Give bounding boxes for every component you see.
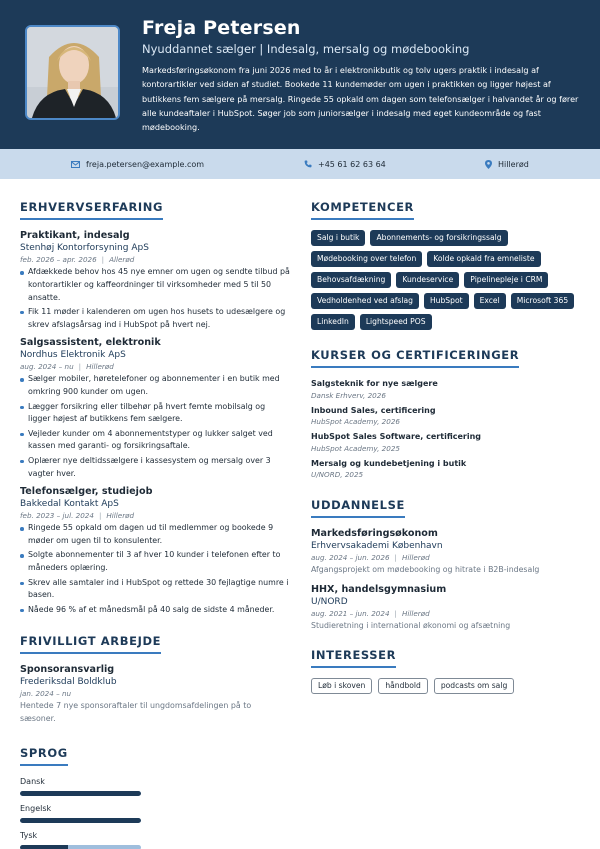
envelope-icon bbox=[71, 161, 80, 168]
skill-tag: Excel bbox=[474, 293, 506, 309]
job-meta: feb. 2026 – apr. 2026 | Allerød bbox=[20, 255, 135, 264]
education-location: Hillerød bbox=[401, 609, 430, 618]
job-company: Nordhus Elektronik ApS bbox=[20, 350, 126, 361]
skill-tag: Lightspeed POS bbox=[360, 314, 432, 330]
job-bullet: Oplærer nye deltidssælgere i kassesystem og mersalg over 3 vagter hver. bbox=[20, 455, 290, 481]
course-item bbox=[311, 431, 581, 454]
job-location: Allerød bbox=[109, 255, 135, 264]
course-provider: U/NORD, 2025 bbox=[311, 470, 364, 479]
course-provider: HubSpot Academy, 2026 bbox=[311, 417, 400, 426]
phone-icon bbox=[304, 160, 312, 168]
skill-tag: Salg i butik bbox=[311, 230, 365, 246]
contact-email-text: freja.petersen@example.com bbox=[86, 159, 205, 169]
volunteer-description: Hentede 7 nye sponsoraftaler til ungdomsafdelingen på to sæsoner. bbox=[20, 701, 252, 724]
education-meta: aug. 2021 – jun. 2024 | Hillerød bbox=[311, 609, 430, 618]
contact-email[interactable] bbox=[71, 149, 204, 179]
profile-photo bbox=[25, 25, 120, 120]
job-bullet: Ringede 55 opkald om dagen ud til medlemmer og bookede 9 møder om ugen til to konsulenter. bbox=[20, 522, 290, 548]
skill-tag: Vedholdenhed ved afslag bbox=[311, 293, 419, 309]
course-item bbox=[311, 378, 581, 401]
skill-tag: HubSpot bbox=[424, 293, 469, 309]
left-column bbox=[20, 196, 290, 849]
course-title: Salgsteknik for nye sælgere bbox=[311, 379, 438, 388]
job-bullet: Solgte abonnementer til 3 af hver 10 kunder i telefonen efter to måneders oplæring. bbox=[20, 549, 290, 575]
interest-tag: håndbold bbox=[378, 678, 428, 694]
job-entry bbox=[20, 337, 290, 480]
contact-location-text: Hillerød bbox=[498, 159, 529, 169]
language-level-fill bbox=[20, 818, 141, 823]
volunteer-dates: jan. 2024 – nu bbox=[20, 689, 72, 699]
education-school: Erhvervsakademi København bbox=[311, 541, 443, 551]
language-level-bar bbox=[20, 791, 141, 796]
language-list bbox=[20, 776, 290, 849]
job-location: Hillerød bbox=[86, 362, 114, 372]
job-location: Hillerød bbox=[106, 511, 135, 521]
location-pin-icon bbox=[485, 160, 492, 169]
language-level-bar bbox=[20, 845, 141, 849]
interest-tag: Løb i skoven bbox=[311, 678, 372, 694]
education-entry bbox=[311, 584, 581, 632]
job-meta: feb. 2023 – jul. 2024 | Hillerød bbox=[20, 511, 135, 521]
volunteer-role: Sponsoransvarlig bbox=[20, 664, 115, 676]
skill-tag: Pipelinepleje i CRM bbox=[464, 272, 548, 288]
education-meta: aug. 2024 – jun. 2026 | Hillerød bbox=[311, 553, 430, 562]
language-level-fill bbox=[20, 791, 141, 796]
section-title-volunteer: FRIVILLIGT ARBEJDE bbox=[20, 634, 161, 654]
candidate-name: Freja Petersen bbox=[142, 17, 301, 39]
section-title-education: UDDANNELSE bbox=[311, 498, 405, 518]
language-item bbox=[20, 776, 290, 796]
education-degree: HHX, handelsgymnasium bbox=[311, 584, 447, 595]
job-bullet: Sælger mobiler, høretelefoner og abonnementer i en butik med omkring 900 kunder om ugen. bbox=[20, 373, 290, 399]
education-description: Studieretning i international økonomi og afsætning bbox=[311, 621, 511, 630]
section-title-experience: ERHVERVSERFARING bbox=[20, 200, 163, 220]
education-entry bbox=[311, 528, 581, 576]
job-bullets bbox=[20, 522, 290, 616]
volunteer-entry bbox=[20, 664, 290, 726]
job-bullets bbox=[20, 373, 290, 480]
job-bullet: Nåede 96 % af et månedsmål på 40 salg de sidste 4 måneder. bbox=[20, 604, 290, 617]
job-dates: aug. 2024 – nu bbox=[20, 362, 74, 372]
contact-phone[interactable] bbox=[304, 149, 386, 179]
job-bullet: Lægger forsikring eller tilbehør på hvert femte mobilsalg og ligger højest af butikkens fem sælgere. bbox=[20, 401, 290, 427]
profile-summary: Markedsføringsøkonom fra juni 2026 med to år i elektronikbutik og tolv ugers praktik i indesalg af kontorartikler ved siden af studiet. Bookede 11 kundemøder om ugen i praktikken og ligger højest af butikkens fem sælgere på mersalg. Ringede 55 opkald om dagen som telefonsælger i halvandet år og fører alle kundeaftaler i HubSpot. Søger job som juniorsælger i indesalg med eget kundeområde og fast mødebooking. bbox=[142, 65, 579, 133]
job-meta: aug. 2024 – nu | Hillerød bbox=[20, 362, 114, 372]
course-list bbox=[311, 378, 581, 480]
job-bullets bbox=[20, 266, 290, 331]
language-name: Engelsk bbox=[20, 804, 52, 814]
job-title: Praktikant, indesalg bbox=[20, 230, 130, 241]
job-bullet: Fik 11 møder i kalenderen om ugen hos husets to udesælgere og skrev afslagsårsag ind i HubSpot på hvert nej. bbox=[20, 306, 290, 332]
education-description: Afgangsprojekt om mødebooking og hitrate i B2B-indesalg bbox=[311, 565, 540, 574]
contact-location bbox=[485, 149, 529, 179]
volunteer-org: Frederiksdal Boldklub bbox=[20, 677, 117, 688]
contact-phone-text: +45 61 62 63 64 bbox=[318, 159, 386, 169]
course-provider: Dansk Erhverv, 2026 bbox=[311, 390, 386, 400]
education-degree: Markedsføringsøkonom bbox=[311, 528, 438, 539]
job-title: Telefonsælger, studiejob bbox=[20, 486, 153, 498]
skill-tag: Microsoft 365 bbox=[511, 293, 574, 309]
skill-tags bbox=[311, 230, 583, 330]
course-item bbox=[311, 405, 581, 428]
job-bullet: Skrev alle samtaler ind i HubSpot og rettede 30 fejlagtige numre i basen. bbox=[20, 577, 290, 603]
interest-tag: podcasts om salg bbox=[434, 678, 514, 694]
language-level-fill bbox=[20, 845, 68, 849]
section-title-interests: INTERESSER bbox=[311, 648, 396, 668]
skill-tag: Abonnements- og forsikringssalg bbox=[370, 230, 507, 246]
section-title-languages: SPROG bbox=[20, 746, 68, 766]
contact-bar bbox=[0, 149, 600, 179]
language-item bbox=[20, 803, 290, 823]
language-item bbox=[20, 830, 290, 849]
course-title: Inbound Sales, certificering bbox=[311, 405, 436, 415]
job-bullet: Afdækkede behov hos 45 nye emner om ugen og sendte tilbud på kontorartikler og kaffeordninger til virksomheder med 5 til 50 ansatte. bbox=[20, 266, 290, 304]
education-school: U/NORD bbox=[311, 597, 348, 607]
course-item bbox=[311, 458, 581, 481]
skill-tag: Mødebooking over telefon bbox=[311, 251, 422, 267]
section-title-courses: KURSER OG CERTIFICERINGER bbox=[311, 348, 519, 368]
job-dates: feb. 2026 – apr. 2026 bbox=[20, 255, 97, 264]
course-provider: HubSpot Academy, 2025 bbox=[311, 443, 400, 453]
job-dates: feb. 2023 – jul. 2024 bbox=[20, 511, 94, 521]
job-entry bbox=[20, 486, 290, 616]
language-name: Dansk bbox=[20, 777, 45, 787]
education-dates: aug. 2021 – jun. 2024 bbox=[311, 609, 390, 618]
candidate-headline: Nyuddannet sælger | Indesalg, mersalg og mødebooking bbox=[142, 42, 470, 56]
job-bullet: Vejleder kunder om 4 abonnementstyper og lukker salget ved kassen med garanti- og forsikringsaftale. bbox=[20, 428, 290, 454]
skill-tag: Kundeservice bbox=[396, 272, 459, 288]
language-level-bar bbox=[20, 818, 141, 823]
header bbox=[0, 0, 600, 149]
course-title: HubSpot Sales Software, certificering bbox=[311, 432, 482, 441]
section-title-skills: KOMPETENCER bbox=[311, 200, 414, 220]
course-title: Mersalg og kundebetjening i butik bbox=[311, 458, 467, 468]
education-dates: aug. 2024 – jun. 2026 bbox=[311, 553, 390, 562]
language-name: Tysk bbox=[20, 831, 38, 841]
job-title: Salgsassistent, elektronik bbox=[20, 337, 161, 349]
job-entry bbox=[20, 230, 290, 331]
interest-tags bbox=[311, 678, 581, 694]
job-company: Stenhøj Kontorforsyning ApS bbox=[20, 243, 149, 253]
skill-tag: Kolde opkald fra emneliste bbox=[427, 251, 540, 267]
skill-tag: LinkedIn bbox=[311, 314, 355, 330]
skill-tag: Behovsafdækning bbox=[311, 272, 391, 288]
right-column bbox=[311, 196, 581, 694]
education-location: Hillerød bbox=[401, 553, 430, 562]
job-company: Bakkedal Kontakt ApS bbox=[20, 499, 119, 510]
